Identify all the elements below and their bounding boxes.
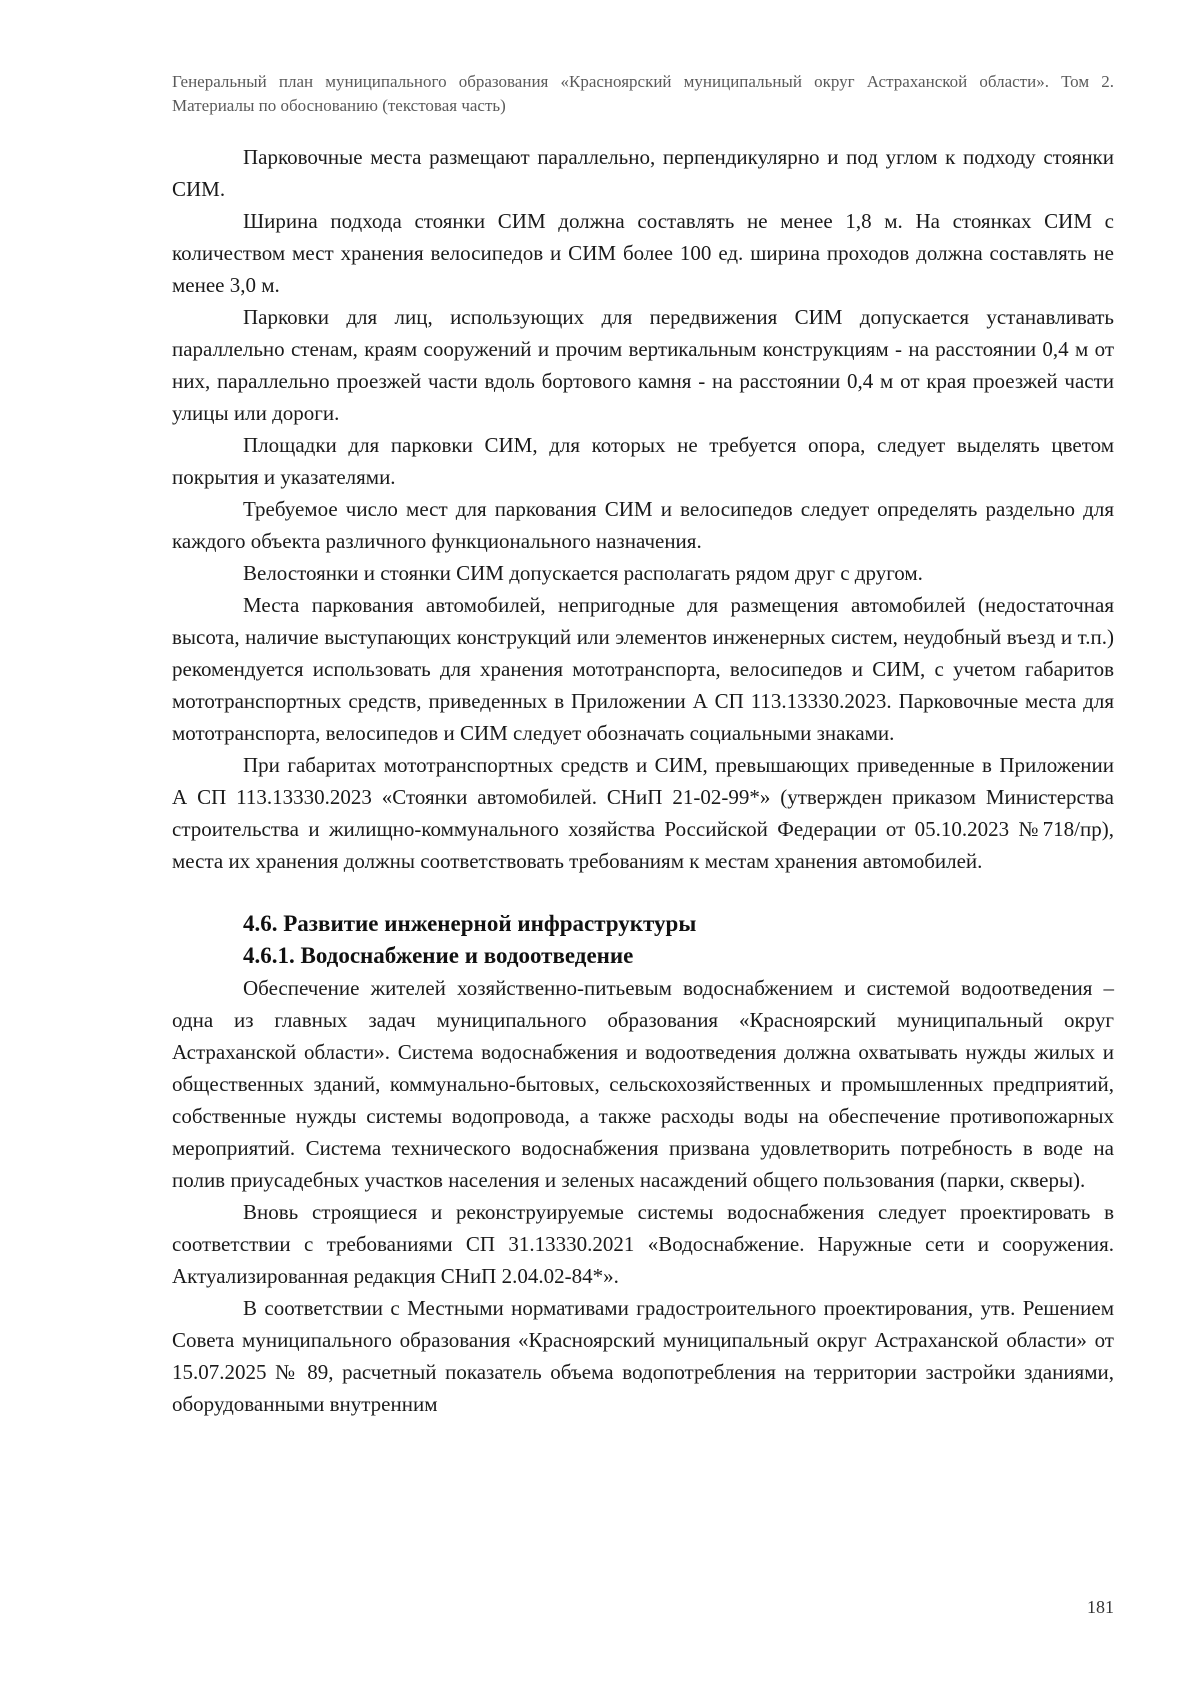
document-body — [172, 141, 1114, 1420]
running-header: Генеральный план муниципального образования «Красноярский муниципальный округ Астраханской области». Том 2. Материалы по обоснованию (текстовая часть) — [172, 72, 1114, 115]
paragraph: В соответствии с Местными нормативами градостроительного проектирования, утв. Решением Совета муниципального образования «Красноярский муниципальный округ Астраханской области» от 15.07.2025 № 89, расчетный показатель объема водопотребления на территории застройки зданиями, оборудованными внутренним — [172, 1296, 1114, 1416]
section-heading: 4.6. Развитие инженерной инфраструктуры — [243, 911, 697, 936]
paragraph: Обеспечение жителей хозяйственно-питьевым водоснабжением и системой водоотведения – одна из главных задач муниципального образования «Красноярский муниципальный округ Астраханской области». Система водоснабжения и водоотведения должна охватывать нужды жилых и общественных зданий, коммунально-бытовых, сельскохозяйственных и промышленных предприятий, собственные нужды системы водопровода, а также расходы воды на обеспечение противопожарных мероприятий. Система технического водоснабжения призвана удовлетворить потребность в воде на полив приусадебных участков населения и зеленых насаждений общего пользования (парки, скверы). — [172, 976, 1114, 1192]
paragraph: Ширина подхода стоянки СИМ должна составлять не менее 1,8 м. На стоянках СИМ с количеством мест хранения велосипедов и СИМ более 100 ед. ширина проходов должна составлять не менее 3,0 м. — [172, 209, 1114, 297]
subsection-heading: 4.6.1. Водоснабжение и водоотведение — [243, 943, 634, 968]
paragraph: Парковки для лиц, использующих для передвижения СИМ допускается устанавливать параллельно стенам, краям сооружений и прочим вертикальным конструкциям - на расстоянии 0,4 м от них, параллельно проезжей части вдоль бортового камня - на расстоянии 0,4 м от края проезжей части улицы или дороги. — [172, 305, 1114, 425]
paragraph: Площадки для парковки СИМ, для которых не требуется опора, следует выделять цветом покрытия и указателями. — [172, 433, 1114, 489]
paragraph: При габаритах мототранспортных средств и СИМ, превышающих приведенные в Приложении А СП 113.13330.2023 «Стоянки автомобилей. СНиП 21-02-99*» (утвержден приказом Министерства строительства и жилищно-коммунального хозяйства Российской Федерации от 05.10.2023 №718/пр), места их хранения должны соответствовать требованиям к местам хранения автомобилей. — [172, 753, 1114, 873]
paragraph: Вновь строящиеся и реконструируемые системы водоснабжения следует проектировать в соответствии с требованиями СП 31.13330.2021 «Водоснабжение. Наружные сети и сооружения. Актуализированная редакция СНиП 2.04.02-84*». — [172, 1200, 1114, 1288]
paragraph: Требуемое число мест для паркования СИМ и велосипедов следует определять раздельно для каждого объекта различного функционального назначения. — [172, 497, 1114, 553]
paragraph: Парковочные места размещают параллельно, перпендикулярно и под углом к подходу стоянки СИМ. — [172, 145, 1114, 201]
paragraph: Велостоянки и стоянки СИМ допускается располагать рядом друг с другом. — [243, 561, 923, 585]
page-number: 181 — [1087, 1597, 1114, 1617]
paragraph: Места паркования автомобилей, непригодные для размещения автомобилей (недостаточная высота, наличие выступающих конструкций или элементов инженерных систем, неудобный въезд и т.п.) рекомендуется использовать для хранения мототранспорта, велосипедов и СИМ, с учетом габаритов мототранспортных средств, приведенных в Приложении А СП 113.13330.2023. Парковочные места для мототранспорта, велосипедов и СИМ следует обозначать социальными знаками. — [172, 593, 1114, 745]
